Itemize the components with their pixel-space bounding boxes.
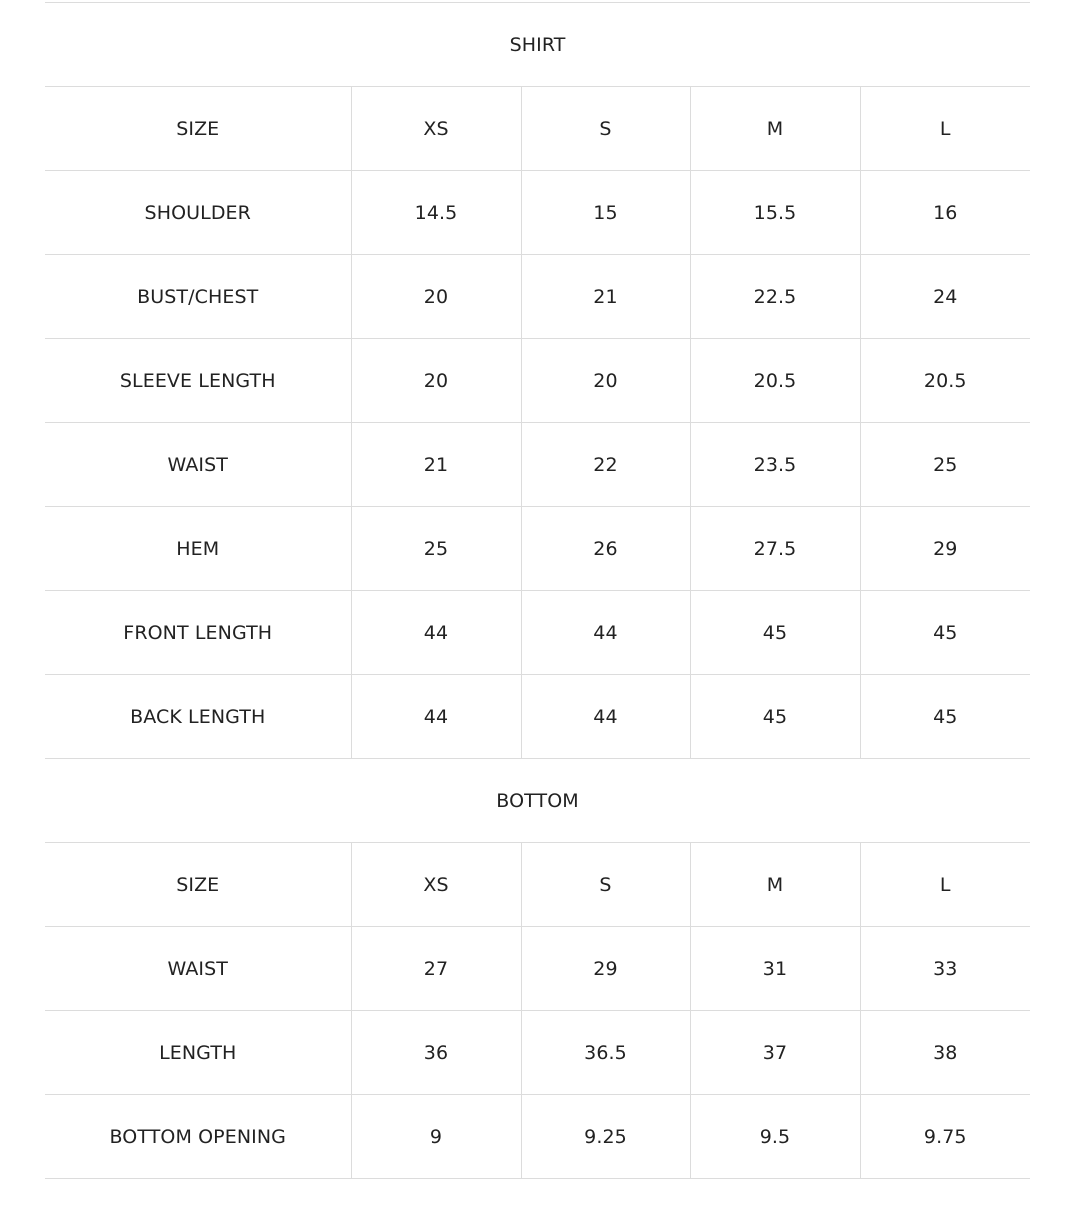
measurement-value: 22 <box>521 423 690 507</box>
measurement-value: 45 <box>690 675 860 759</box>
measurement-value: 44 <box>521 591 690 675</box>
measurement-value: 25 <box>351 507 521 591</box>
size-header-cell: XS <box>351 87 521 171</box>
measurement-label: HEM <box>45 507 351 591</box>
section-title: SHIRT <box>45 3 1030 87</box>
measurement-label: WAIST <box>45 927 351 1011</box>
section-title-row <box>45 759 1030 843</box>
measurement-value: 20 <box>351 255 521 339</box>
table-row <box>45 507 1030 591</box>
size-header-cell: XS <box>351 843 521 927</box>
measurement-value: 24 <box>860 255 1030 339</box>
measurement-value: 16 <box>860 171 1030 255</box>
measurement-value: 31 <box>690 927 860 1011</box>
measurement-value: 37 <box>690 1011 860 1095</box>
measurement-value: 29 <box>521 927 690 1011</box>
measurement-value: 20 <box>351 339 521 423</box>
measurement-label: FRONT LENGTH <box>45 591 351 675</box>
measurement-value: 26 <box>521 507 690 591</box>
size-header-label: SIZE <box>45 87 351 171</box>
measurement-value: 45 <box>860 591 1030 675</box>
measurement-value: 20.5 <box>860 339 1030 423</box>
measurement-value: 14.5 <box>351 171 521 255</box>
measurement-value: 27 <box>351 927 521 1011</box>
measurement-label: BACK LENGTH <box>45 675 351 759</box>
measurement-value: 36 <box>351 1011 521 1095</box>
table-row <box>45 171 1030 255</box>
size-header-cell: S <box>521 843 690 927</box>
measurement-label: LENGTH <box>45 1011 351 1095</box>
size-chart-table <box>45 2 1030 1179</box>
measurement-label: BOTTOM OPENING <box>45 1095 351 1179</box>
size-header-label: SIZE <box>45 843 351 927</box>
measurement-value: 9 <box>351 1095 521 1179</box>
measurement-label: WAIST <box>45 423 351 507</box>
measurement-value: 44 <box>521 675 690 759</box>
measurement-value: 9.75 <box>860 1095 1030 1179</box>
section-title-row <box>45 3 1030 87</box>
measurement-value: 25 <box>860 423 1030 507</box>
size-header-cell: L <box>860 843 1030 927</box>
measurement-value: 29 <box>860 507 1030 591</box>
measurement-value: 36.5 <box>521 1011 690 1095</box>
measurement-value: 27.5 <box>690 507 860 591</box>
measurement-label: SLEEVE LENGTH <box>45 339 351 423</box>
measurement-label: SHOULDER <box>45 171 351 255</box>
measurement-value: 9.5 <box>690 1095 860 1179</box>
measurement-value: 15.5 <box>690 171 860 255</box>
measurement-value: 15 <box>521 171 690 255</box>
size-header-row <box>45 87 1030 171</box>
measurement-value: 20.5 <box>690 339 860 423</box>
measurement-value: 44 <box>351 675 521 759</box>
measurement-value: 22.5 <box>690 255 860 339</box>
table-row <box>45 1095 1030 1179</box>
measurement-value: 23.5 <box>690 423 860 507</box>
measurement-value: 33 <box>860 927 1030 1011</box>
measurement-value: 21 <box>351 423 521 507</box>
size-header-cell: M <box>690 843 860 927</box>
measurement-value: 9.25 <box>521 1095 690 1179</box>
table-row <box>45 927 1030 1011</box>
measurement-label: BUST/CHEST <box>45 255 351 339</box>
measurement-value: 38 <box>860 1011 1030 1095</box>
table-row <box>45 339 1030 423</box>
table-row <box>45 1011 1030 1095</box>
size-header-cell: L <box>860 87 1030 171</box>
size-chart <box>45 2 1030 1179</box>
table-row <box>45 255 1030 339</box>
table-row <box>45 591 1030 675</box>
measurement-value: 21 <box>521 255 690 339</box>
measurement-value: 45 <box>690 591 860 675</box>
measurement-value: 44 <box>351 591 521 675</box>
measurement-value: 20 <box>521 339 690 423</box>
table-row <box>45 675 1030 759</box>
size-header-cell: M <box>690 87 860 171</box>
table-row <box>45 423 1030 507</box>
measurement-value: 45 <box>860 675 1030 759</box>
section-title: BOTTOM <box>45 759 1030 843</box>
size-chart-body <box>45 3 1030 1179</box>
size-header-row <box>45 843 1030 927</box>
size-header-cell: S <box>521 87 690 171</box>
